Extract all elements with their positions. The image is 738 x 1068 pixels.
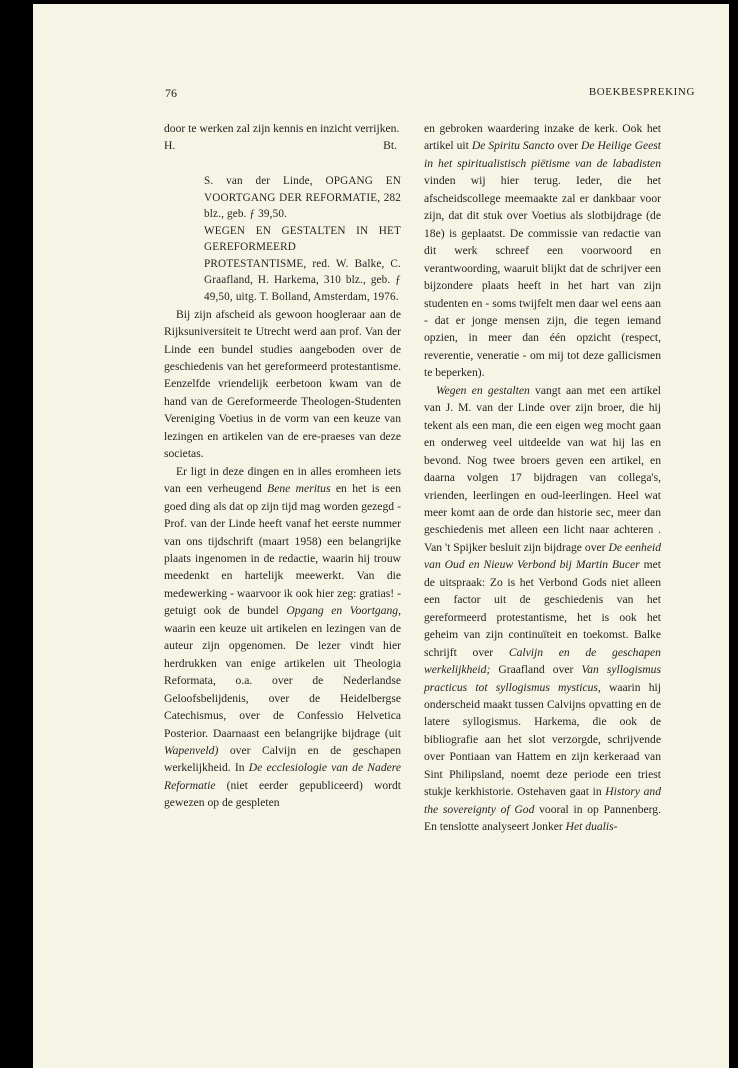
bibliography-entry: S. van der Linde, OPGANG EN VOORTGANG DER REFORMATIE, 282 blz., geb. ƒ 39,50. bbox=[204, 174, 401, 221]
paragraph: Wegen en gestalten vangt aan met een artikel van J. M. van der Linde over zijn broer, die hij tekent als een man, die een eigen weg mocht gaan en onderweg veel uitdeelde van wat hij las en bevond. Nog twee broers geven een artikel, en daarna volgen 17 bijdragen van collega's, vrienden, leerlingen en oud-leerlingen. Heel wat meer komt aan de orde dan historie sec, meer dan geschiedenis met alleen een licht naar achteren . Van 't Spijker besluit zijn bijdrage over De eenheid van Oud en Nieuw Verbond bij Martin Bucer met de uitspraak: Zo is het Verbond Gods niet alleen een factor uit de geschiedenis van het gereformeerd protestantisme, het is ook het geheim van zijn continuïteit en toekomst. Balke schrijft over Calvijn en de geschapen werkelijkheid; Graafland over Van syllogismus practicus tot syllogismus mysticus, waarin hij onderscheid maakt tussen Calvijns opvatting en de latere syllogismus. Harkema, die ook de bibliografie aan het slot verzorgde, schrijvende over Pontiaan van Hattem en zijn kerkeraad van Sint Philipsland, noemt deze periode een triest stukje kerkhistorie. Ostehaven gaat in History and the sovereignty of God vooral in op Pannenberg. En tenslotte analyseert Jonker Het dualis- bbox=[424, 383, 662, 834]
bibliography-block bbox=[204, 173, 401, 306]
signature-initial: H. bbox=[164, 139, 176, 153]
paragraph: Bij zijn afscheid als gewoon hoogleraar aan de Rijksuniversiteit te Utrecht werd aan prof. Van der Linde een bundel studies aangeboden over de geschiedenis van het gereformeerd protestantisme. Eenzelfde vriendelijk eerbetoon kwam van de hand van de Gereformeerde Theologen-Studenten Vereniging Voetius in de vorm van een keuze van lezingen en artikelen van de ere-praeses van deze societas. bbox=[164, 307, 401, 461]
book-page bbox=[33, 4, 729, 1068]
signature-abbrev: Bt. bbox=[383, 139, 397, 153]
right-column bbox=[424, 120, 661, 836]
left-column bbox=[164, 120, 401, 812]
page-number: 76 bbox=[165, 86, 177, 100]
paragraph: Er ligt in deze dingen en in alles eromheen iets van een verheugend Bene meritus en het is een goed ding als dat op zijn tijd mag worden gezegd - Prof. van der Linde heeft vanaf het eerste nummer van ons tijdschrift (maart 1958) een belangrijke plaats ingenomen in de redactie, waarin hij trouw meedenkt en hartelijk meewerkt. Van die medewerking - waarvoor ik ook hier zeg: gratias! - getuigt ook de bundel Opgang en Voortgang, waarin een keuze uit artikelen en lezingen van de auteur zijn opgenomen. De lezer vindt hier herdrukken van enige artikelen uit Theologia Reformata, o.a. over de Nederlandse Geloofsbelijdenis, over de Heidelbergse Catechismus, over de Confessio Helvetica Posterior. Daarnaast een belangrijke bijdrage (uit Wapenveld) over Calvijn en de geschapen werkelijkheid. In De ecclesiologie van de Nadere Reformatie (niet eerder gepubliceerd) wordt gewezen op de gespleten bbox=[164, 464, 401, 810]
bibliography-entry: WEGEN EN GESTALTEN IN HET GEREFORMEERD PROTESTANTISME, red. W. Balke, C. Graafland, H. Harkema, 310 blz., geb. ƒ 49,50, uitg. T. Bolland, Amsterdam, 1976. bbox=[204, 224, 401, 304]
paragraph: en gebroken waardering inzake de kerk. Ook het artikel uit De Spiritu Sancto over De Heilige Geest in het spiritualistisch piëtisme van de labadisten vinden wij hier terug. Ieder, die het afscheidscollege meemaakte zal er dankbaar voor zijn, dat dit stuk over Voetius als slotbijdrage (de 18e) is geplaatst. De commissie van redactie van dit werk schreef een voorwoord en verantwoording, waaruit blijkt dat de schrijver een bijzondere plaats heeft in het hart van zijn studenten en - soms twijfelt men daar wel eens aan - dat er jonge mensen zijn, die tegen iemand opzien, in meer dan één opzicht (respect, reverentie, veneratie - om mij tot deze gallicismen te beperken). bbox=[424, 122, 662, 380]
running-head: BOEKBESPREKING bbox=[588, 86, 695, 98]
page-header bbox=[165, 86, 695, 102]
signature-line bbox=[164, 137, 401, 154]
paragraph: door te werken zal zijn kennis en inzicht verrijken. bbox=[164, 122, 400, 135]
